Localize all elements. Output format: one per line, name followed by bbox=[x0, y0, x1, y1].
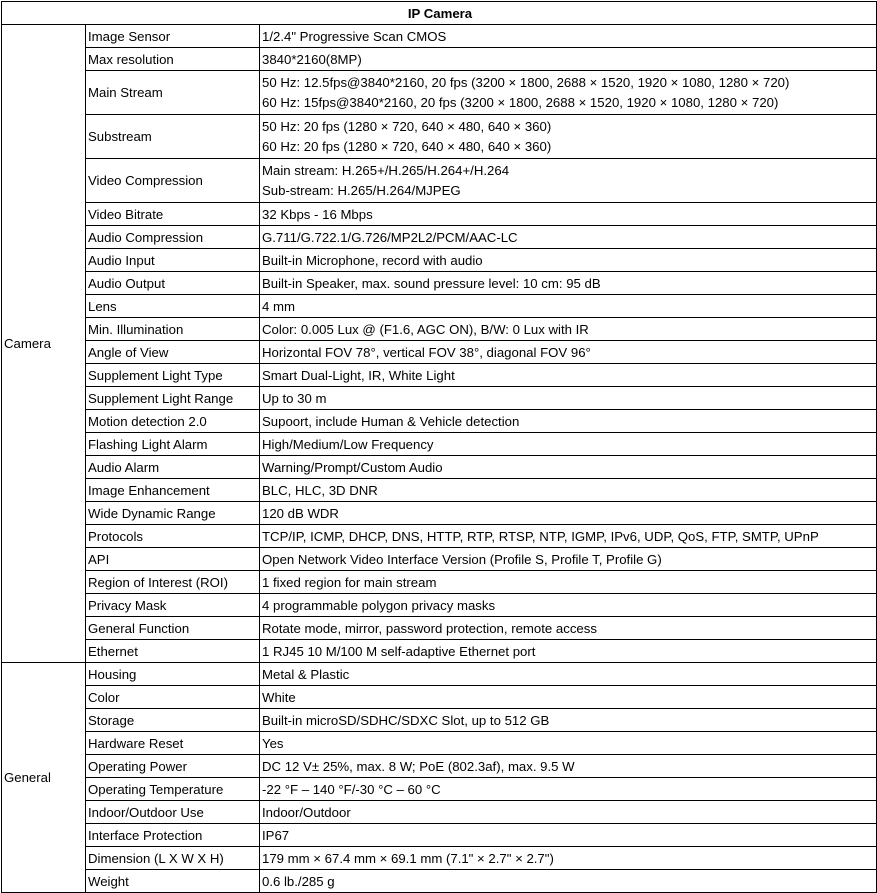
spec-label: Motion detection 2.0 bbox=[86, 410, 260, 433]
spec-label: Image Sensor bbox=[86, 25, 260, 48]
spec-value: Built-in Speaker, max. sound pressure level: 10 cm: 95 dB bbox=[260, 272, 877, 295]
spec-row bbox=[2, 594, 877, 617]
spec-row bbox=[2, 71, 877, 115]
spec-label: API bbox=[86, 548, 260, 571]
spec-value: Supoort, include Human & Vehicle detection bbox=[260, 410, 877, 433]
spec-value: Metal & Plastic bbox=[260, 663, 877, 686]
spec-value-line: 50 Hz: 12.5fps@3840*2160, 20 fps (3200 × 1800, 2688 × 1520, 1920 × 1080, 1280 × 720) bbox=[262, 74, 790, 90]
spec-label: Audio Input bbox=[86, 249, 260, 272]
spec-row bbox=[2, 571, 877, 594]
spec-row bbox=[2, 502, 877, 525]
spec-row bbox=[2, 801, 877, 824]
spec-label: Storage bbox=[86, 709, 260, 732]
spec-value-line: 60 Hz: 15fps@3840*2160, 20 fps (3200 × 1800, 2688 × 1520, 1920 × 1080, 1280 × 720) bbox=[262, 94, 779, 110]
spec-table bbox=[1, 1, 877, 893]
spec-label: Operating Temperature bbox=[86, 778, 260, 801]
spec-value: Yes bbox=[260, 732, 877, 755]
table-title: IP Camera bbox=[2, 2, 877, 25]
spec-value: Open Network Video Interface Version (Profile S, Profile T, Profile G) bbox=[260, 548, 877, 571]
spec-value: IP67 bbox=[260, 824, 877, 847]
spec-row bbox=[2, 387, 877, 410]
spec-label: Lens bbox=[86, 295, 260, 318]
spec-row bbox=[2, 249, 877, 272]
title-row bbox=[2, 2, 877, 25]
spec-label: Dimension (L X W X H) bbox=[86, 847, 260, 870]
spec-value: Color: 0.005 Lux @ (F1.6, AGC ON), B/W: 0 Lux with IR bbox=[260, 318, 877, 341]
spec-label: Image Enhancement bbox=[86, 479, 260, 502]
group-label: General bbox=[2, 663, 86, 893]
spec-label: Operating Power bbox=[86, 755, 260, 778]
spec-label: Region of Interest (ROI) bbox=[86, 571, 260, 594]
spec-row bbox=[2, 479, 877, 502]
spec-label: Wide Dynamic Range bbox=[86, 502, 260, 525]
spec-value: Built-in Microphone, record with audio bbox=[260, 249, 877, 272]
spec-value-line: 60 Hz: 20 fps (1280 × 720, 640 × 480, 640 × 360) bbox=[262, 138, 552, 154]
spec-value-line: Sub-stream: H.265/H.264/MJPEG bbox=[262, 182, 461, 198]
spec-value: 1/2.4" Progressive Scan CMOS bbox=[260, 25, 877, 48]
spec-row bbox=[2, 433, 877, 456]
spec-row bbox=[2, 847, 877, 870]
spec-label: Min. Illumination bbox=[86, 318, 260, 341]
spec-row bbox=[2, 115, 877, 159]
spec-value bbox=[260, 71, 877, 115]
spec-value: 0.6 lb./285 g bbox=[260, 870, 877, 893]
spec-value: Smart Dual-Light, IR, White Light bbox=[260, 364, 877, 387]
spec-row bbox=[2, 663, 877, 686]
spec-row bbox=[2, 732, 877, 755]
spec-value: DC 12 V± 25%, max. 8 W; PoE (802.3af), max. 9.5 W bbox=[260, 755, 877, 778]
spec-value: White bbox=[260, 686, 877, 709]
spec-label: Housing bbox=[86, 663, 260, 686]
spec-value: 3840*2160(8MP) bbox=[260, 48, 877, 71]
spec-value: Indoor/Outdoor bbox=[260, 801, 877, 824]
spec-row bbox=[2, 709, 877, 732]
spec-value-line: 50 Hz: 20 fps (1280 × 720, 640 × 480, 640 × 360) bbox=[262, 118, 552, 134]
spec-value: 1 RJ45 10 M/100 M self-adaptive Ethernet port bbox=[260, 640, 877, 663]
spec-row bbox=[2, 272, 877, 295]
spec-value: Built-in microSD/SDHC/SDXC Slot, up to 512 GB bbox=[260, 709, 877, 732]
spec-body bbox=[2, 25, 877, 893]
spec-row bbox=[2, 525, 877, 548]
spec-row bbox=[2, 341, 877, 364]
spec-value bbox=[260, 159, 877, 203]
spec-row bbox=[2, 824, 877, 847]
spec-label: Hardware Reset bbox=[86, 732, 260, 755]
spec-row bbox=[2, 755, 877, 778]
spec-value: G.711/G.722.1/G.726/MP2L2/PCM/AAC-LC bbox=[260, 226, 877, 249]
spec-row bbox=[2, 364, 877, 387]
spec-row bbox=[2, 548, 877, 571]
group-label: Camera bbox=[2, 25, 86, 663]
spec-value: -22 °F – 140 °F/-30 °C – 60 °C bbox=[260, 778, 877, 801]
spec-label: Weight bbox=[86, 870, 260, 893]
spec-label: Substream bbox=[86, 115, 260, 159]
spec-row bbox=[2, 318, 877, 341]
spec-value: Horizontal FOV 78°, vertical FOV 38°, diagonal FOV 96° bbox=[260, 341, 877, 364]
spec-value: Up to 30 m bbox=[260, 387, 877, 410]
spec-label: Interface Protection bbox=[86, 824, 260, 847]
spec-value-line: Main stream: H.265+/H.265/H.264+/H.264 bbox=[262, 162, 510, 178]
spec-label: Color bbox=[86, 686, 260, 709]
spec-label: Video Bitrate bbox=[86, 203, 260, 226]
spec-row bbox=[2, 456, 877, 479]
spec-row bbox=[2, 48, 877, 71]
spec-value: 4 programmable polygon privacy masks bbox=[260, 594, 877, 617]
spec-label: Main Stream bbox=[86, 71, 260, 115]
spec-row bbox=[2, 778, 877, 801]
spec-row bbox=[2, 410, 877, 433]
spec-value: 1 fixed region for main stream bbox=[260, 571, 877, 594]
spec-value: High/Medium/Low Frequency bbox=[260, 433, 877, 456]
spec-row bbox=[2, 686, 877, 709]
spec-label: Video Compression bbox=[86, 159, 260, 203]
spec-label: Privacy Mask bbox=[86, 594, 260, 617]
spec-row bbox=[2, 295, 877, 318]
spec-value: 179 mm × 67.4 mm × 69.1 mm (7.1" × 2.7" × 2.7") bbox=[260, 847, 877, 870]
spec-label: Angle of View bbox=[86, 341, 260, 364]
spec-row bbox=[2, 870, 877, 893]
spec-label: Audio Compression bbox=[86, 226, 260, 249]
spec-value: Warning/Prompt/Custom Audio bbox=[260, 456, 877, 479]
spec-value: Rotate mode, mirror, password protection, remote access bbox=[260, 617, 877, 640]
spec-value: 4 mm bbox=[260, 295, 877, 318]
spec-label: Indoor/Outdoor Use bbox=[86, 801, 260, 824]
spec-value: 120 dB WDR bbox=[260, 502, 877, 525]
spec-label: Supplement Light Range bbox=[86, 387, 260, 410]
spec-label: Flashing Light Alarm bbox=[86, 433, 260, 456]
spec-label: Ethernet bbox=[86, 640, 260, 663]
spec-label: Supplement Light Type bbox=[86, 364, 260, 387]
spec-label: General Function bbox=[86, 617, 260, 640]
spec-label: Max resolution bbox=[86, 48, 260, 71]
spec-label: Audio Output bbox=[86, 272, 260, 295]
spec-value: BLC, HLC, 3D DNR bbox=[260, 479, 877, 502]
spec-row bbox=[2, 159, 877, 203]
spec-value: 32 Kbps - 16 Mbps bbox=[260, 203, 877, 226]
spec-row bbox=[2, 226, 877, 249]
spec-row bbox=[2, 25, 877, 48]
spec-label: Protocols bbox=[86, 525, 260, 548]
spec-label: Audio Alarm bbox=[86, 456, 260, 479]
spec-row bbox=[2, 640, 877, 663]
spec-row bbox=[2, 617, 877, 640]
spec-value: TCP/IP, ICMP, DHCP, DNS, HTTP, RTP, RTSP, NTP, IGMP, IPv6, UDP, QoS, FTP, SMTP, UPnP bbox=[260, 525, 877, 548]
spec-row bbox=[2, 203, 877, 226]
spec-value bbox=[260, 115, 877, 159]
